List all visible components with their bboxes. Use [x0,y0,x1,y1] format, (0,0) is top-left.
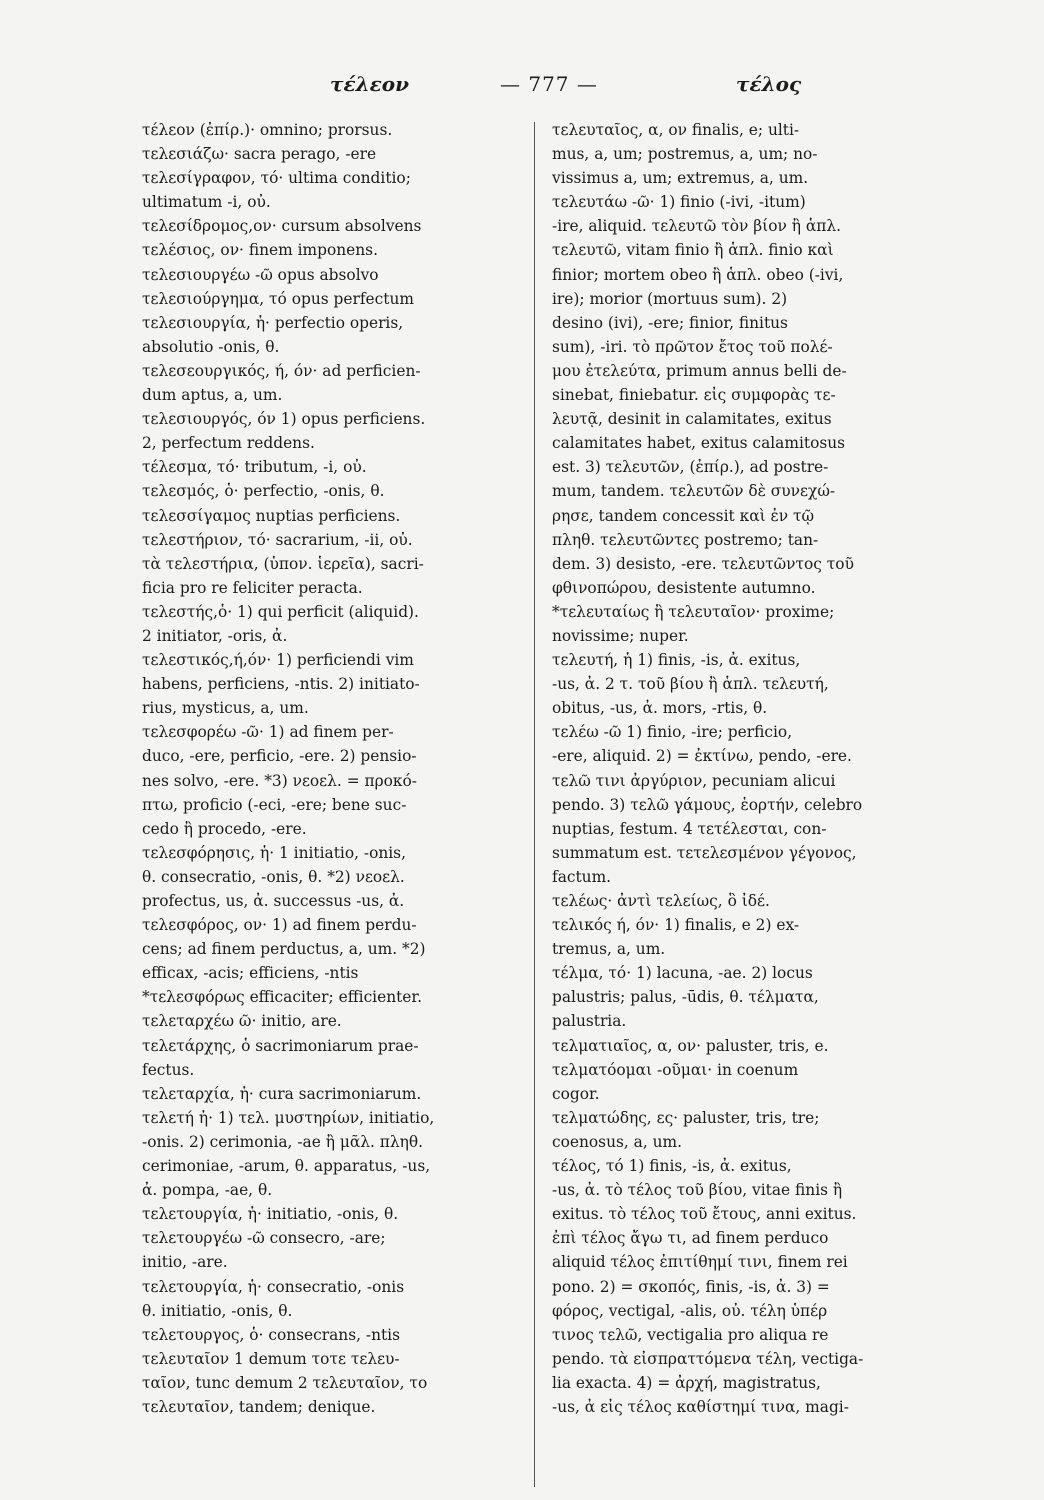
entry-line: pono. 2) = σκοπός, finis, -is, ἀ. 3) = [552,1277,830,1296]
entry-line: τελευταῖον 1 demum τοτε τελευ- [142,1349,400,1368]
entry-line: coenosus, a, um. [552,1132,683,1151]
entry-line: cogor. [552,1084,600,1103]
entry-line: summatum est. τετελεσμένον γέγονος, [552,843,857,862]
entry-line: θ. consecratio, -onis, θ. *2) νεοελ. [142,867,405,886]
entry-line: dum aptus, a, um. [142,386,283,405]
entry-line: finior; mortem obeo ἢ ἁπλ. obeo (-ivi, [552,265,844,284]
header-right-guide-word: τέλος [736,72,802,96]
entry-line: τελεσσίγαμος nuptias perficiens. [142,506,401,525]
entry-line: fectus. [142,1060,195,1079]
entry-line: *τελευταίως ἢ τελευταῖον· proxime; [552,602,835,621]
entry-line: τελετάρχης, ὁ sacrimoniarum prae- [142,1036,419,1055]
entry-line: palustria. [552,1012,627,1031]
entry-line: τελεσεουργικός, ή, όν· ad perficien- [142,361,421,380]
entry-line: τελματιαῖος, α, ον· paluster, tris, e. [552,1036,829,1055]
entry-line: τελεσφορέω -ῶ· 1) ad finem per- [142,723,394,742]
entry-line: τελετουργία, ἡ· consecratio, -onis [142,1277,405,1296]
entry-line: duco, -ere, perficio, -ere. 2) pensio- [142,747,417,766]
entry-line: -us, ἀ. 2 τ. τοῦ βίου ἢ ἁπλ. τελευτή, [552,675,829,694]
entry-line: palustris; palus, -ūdis, θ. τέλματα, [552,988,819,1007]
entry-line: τελικός ή, όν· 1) finalis, e 2) ex- [552,916,800,935]
entry-line: initio, -are. [142,1253,228,1272]
entry-line: absolutio -onis, θ. [142,337,280,356]
entry-line: pendo. τὰ εἰσπραττόμενα τέλη, vectiga- [552,1349,864,1368]
entry-line: τελετή ἡ· 1) τελ. μυστηρίων, initiatio, [142,1108,435,1127]
entry-line: τελέω -ῶ 1) finio, -ire; perficio, [552,723,793,742]
entry-line: τελευτή, ἡ 1) finis, -is, ἀ. exitus, [552,651,801,670]
entry-line: factum. [552,867,612,886]
entry-line: τελεταρχία, ἡ· cura sacrimoniarum. [142,1084,422,1103]
entry-line: πτω, proficio (-eci, -ere; bene suc- [142,795,407,814]
entry-line: πληθ. τελευτῶντες postremo; tan- [552,530,819,549]
entry-line: τελέως· ἀντὶ τελείως, ὃ ἰδέ. [552,892,770,910]
entry-line: mum, tandem. τελευτῶν δὲ συνεχώ- [552,482,836,501]
entry-line: μου ἐτελεύτα, primum annus belli de- [552,361,847,380]
entry-line: -ire, aliquid. τελευτῶ τὸν βίον ἢ ἁπλ. [552,217,841,236]
entry-line: τελματώδης, ες· paluster, tris, tre; [552,1108,820,1127]
entry-line: ἀ. pompa, -ae, θ. [142,1181,273,1200]
entry-line: obitus, -us, ἀ. mors, -rtis, θ. [552,699,768,718]
entry-line: τελεσίδρομος,ον· cursum absolvens [142,217,422,236]
entry-line: ρησε, tandem concessit καὶ ἐν τῷ [552,506,815,525]
left-column [142,118,514,1419]
entry-line: nuptias, festum. 4 τετέλεσται, con- [552,819,827,838]
entry-line: ultimatum -i, οὐ. [142,193,271,212]
entry-line: novissime; nuper. [552,626,689,645]
entry-line: φόρος, vectigal, -alis, οὐ. τέλη ὑπέρ [552,1301,828,1320]
entry-line: τελετουργία, ἡ· initiatio, -onis, θ. [142,1205,399,1224]
entry-line: aliquid τέλος ἐπιτίθημί τινι, finem rei [552,1253,848,1272]
entry-line: τελετουργος, ὁ· consecrans, -ntis [142,1325,400,1344]
entry-line: desino (ivi), -ere; finior, finitus [552,313,788,332]
entry-line: τελματόομαι -οῦμαι· in coenum [552,1060,799,1079]
entry-line: nes solvo, -ere. *3) νεοελ. = προκό- [142,771,417,790]
entry-line: τελεσφόρησις, ἡ· 1 initiatio, -onis, [142,843,406,862]
entry-line: -us, ἀ εἰς τέλος καθίστημί τινα, magi- [552,1397,849,1416]
entry-line: ἐπὶ τέλος ἄγω τι, ad finem perduco [552,1229,829,1248]
running-header [0,72,1044,102]
entry-line: est. 3) τελευτῶν, (ἐπίρ.), ad postre- [552,458,829,477]
entry-line: τελεσίγραφον, τό· ultima conditio; [142,169,411,188]
entry-line: ire); morior (mortuus sum). 2) [552,289,788,308]
entry-line: profectus, us, ἀ. successus -us, ἀ. [142,892,405,910]
entry-line: sinebat, finiebatur. εἰς συμφορὰς τε- [552,386,836,405]
entry-line: ταῖον, tunc demum 2 τελευταῖον, το [142,1373,428,1392]
entry-line: τέλος, τό 1) finis, -is, ἀ. exitus, [552,1157,792,1176]
entry-line: lia exacta. 4) = ἀρχή, magistratus, [552,1373,821,1392]
entry-line: -onis. 2) cerimonia, -ae ἢ μᾶλ. πληθ. [142,1132,424,1151]
entry-line: cens; ad finem perductus, a, um. *2) [142,940,426,959]
entry-line: -ere, aliquid. 2) = ἐκτίνω, pendo, -ere. [552,747,852,766]
entry-line: cedo ἢ procedo, -ere. [142,819,307,838]
entry-line: efficax, -acis; efficiens, -ntis [142,964,359,983]
entry-line: θ. initiatio, -onis, θ. [142,1301,293,1320]
right-column [552,118,928,1419]
entry-line: -us, ἀ. τὸ τέλος τοῦ βίου, vitae finis ἢ [552,1181,843,1200]
entry-line: 2 initiator, -oris, ἀ. [142,626,288,645]
entry-line: vissimus a, um; extremus, a, um. [552,169,809,188]
entry-line: τελεστής,ὁ· 1) qui perficit (aliquid). [142,602,419,621]
entry-line: τέλεσμα, τό· tributum, -i, οὐ. [142,458,367,477]
entry-line: sum), -iri. τὸ πρῶτον ἔτος τοῦ πολέ- [552,337,833,356]
entry-line: τελεσιούργημα, τό opus perfectum [142,289,414,308]
entry-line: exitus. τὸ τέλος τοῦ ἔτους, anni exitus. [552,1205,857,1224]
entry-line: cerimoniae, -arum, θ. apparatus, -us, [142,1157,431,1176]
entry-line: τελέσιος, ον· finem imponens. [142,241,378,260]
entry-line: τελεστικός,ή,όν· 1) perficiendi vim [142,651,414,670]
entry-line: τελευταῖον, tandem; denique. [142,1397,376,1416]
entry-line: τελευτῶ, vitam finio ἢ ἁπλ. finio καὶ [552,241,834,260]
entry-line: tremus, a, um. [552,940,666,959]
entry-line: τελεστήριον, τό· sacrarium, -ii, οὐ. [142,530,413,549]
entry-line: τέλεον (ἐπίρ.)· omnino; prorsus. [142,121,393,139]
entry-line: τελευτάω -ῶ· 1) finio (-ivi, -itum) [552,193,806,212]
entry-line: rius, mysticus, a, um. [142,699,309,718]
entry-line: τὰ τελεστήρια, (ὑπον. ἱερεῖα), sacri- [142,554,424,573]
entry-line: *τελεσφόρως efficaciter; efficienter. [142,988,422,1007]
entry-line: τινος τελῶ, vectigalia pro aliqua re [552,1325,829,1344]
entry-line: ficia pro re feliciter peracta. [142,578,363,597]
entry-line: τελεσιάζω· sacra perago, -ere [142,145,377,164]
entry-line: τελετουργέω -ῶ consecro, -are; [142,1229,386,1248]
entry-line: τελεταρχέω ῶ· initio, are. [142,1012,342,1031]
entry-line: τελεσιουργός, όν 1) opus perficiens. [142,410,426,429]
entry-line: τελεσφόρος, ον· 1) ad finem perdu- [142,916,417,935]
entry-line: 2, perfectum reddens. [142,434,315,453]
entry-line: φθινοπώρου, desistente autumno. [552,578,816,597]
entry-line: τελεσιουργία, ἡ· perfectio operis, [142,313,404,332]
entry-line: τέλμα, τό· 1) lacuna, -ae. 2) locus [552,964,813,983]
entry-line: τελεσιουργέω -ῶ opus absolvo [142,265,379,284]
entry-line: pendo. 3) τελῶ γάμους, ἑορτήν, celebro [552,795,863,814]
entry-line: mus, a, um; postremus, a, um; no- [552,145,818,164]
entry-line: λευτᾷ, desinit in calamitates, exitus [552,410,832,429]
entry-line: τελευταῖος, α, ον finalis, e; ulti- [552,121,800,139]
page-number: — 777 — [500,72,598,96]
column-divider [534,122,535,1487]
header-left-guide-word: τέλεον [330,72,410,96]
entry-line: habens, perficiens, -ntis. 2) initiato- [142,675,420,694]
entry-line: τελῶ τινι ἀργύριον, pecuniam alicui [552,771,836,790]
entry-line: τελεσμός, ὁ· perfectio, -onis, θ. [142,482,385,501]
entry-line: dem. 3) desisto, -ere. τελευτῶντος τοῦ [552,554,854,573]
entry-line: calamitates habet, exitus calamitosus [552,434,846,453]
